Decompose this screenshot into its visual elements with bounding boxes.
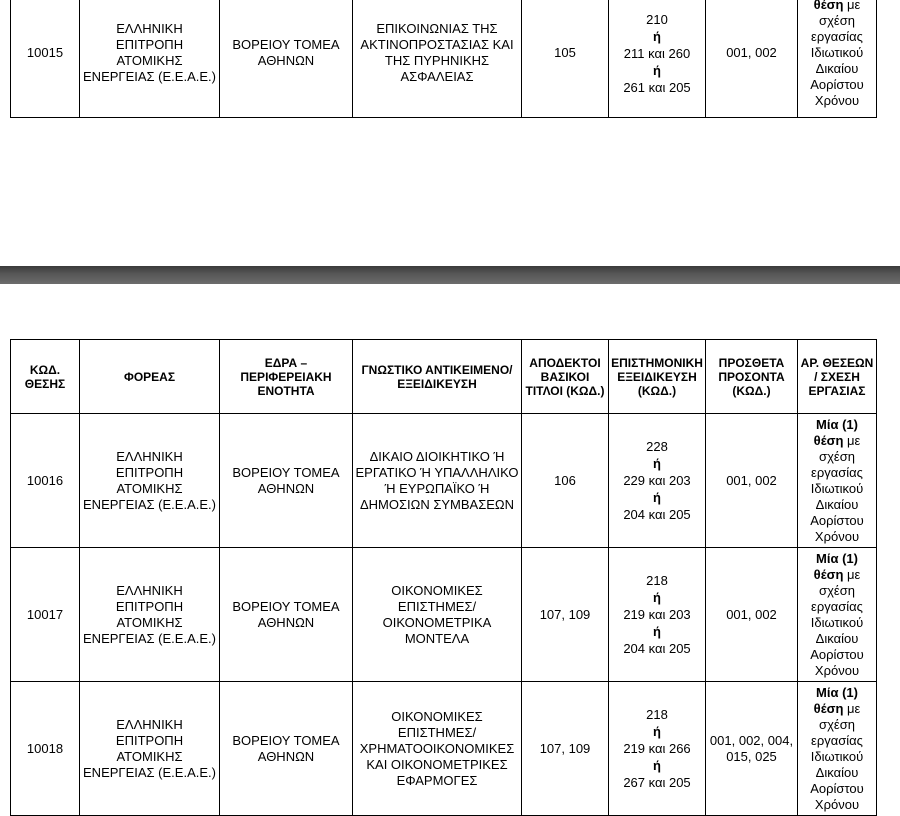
positions-table [10,339,877,816]
header-seat: ΕΔΡΑ – ΠΕΡΙΦΕΡΕΙΑΚΗ ΕΝΟΤΗΤΑ [220,340,353,414]
extra-qualifications-cell: 001, 002 [706,548,798,682]
document-page-current [0,284,900,812]
table-row [11,682,877,816]
agency-cell: ΕΛΛΗΝΙΚΗ ΕΠΙΤΡΟΠΗ ΑΤΟΜΙΚΗΣ ΕΝΕΡΓΕΙΑΣ (Ε.Ε.Α.Ε.) [80,682,220,816]
positions-cell: Μία (1) θέση με σχέση εργασίας Ιδιωτικού Δικαίου Αορίστου Χρόνου [798,682,877,816]
seat-cell: ΒΟΡΕΙΟΥ ΤΟΜΕΑ ΑΘΗΝΩΝ [220,548,353,682]
subject-cell: ΟΙΚΟΝΟΜΙΚΕΣ ΕΠΙΣΤΗΜΕΣ/ ΧΡΗΜΑΤΟΟΙΚΟΝΟΜΙΚΕΣ ΚΑΙ ΟΙΚΟΝΟΜΕΤΡΙΚΕΣ ΕΦΑΡΜΟΓΕΣ [353,682,522,816]
seat-cell: ΒΟΡΕΙΟΥ ΤΟΜΕΑ ΑΘΗΝΩΝ [220,682,353,816]
seat-cell: ΒΟΡΕΙΟΥ ΤΟΜΕΑ ΑΘΗΝΩΝ [220,414,353,548]
extra-qualifications-cell: 001, 002, 004, 015, 025 [706,682,798,816]
header-code: ΚΩΔ. ΘΕΣΗΣ [11,340,80,414]
specialization-cell: 218 ή 219 και 203 ή 204 και 205 [609,548,706,682]
titles-cell: 105 [522,0,609,118]
table-row [11,0,877,118]
subject-cell: ΔΙΚΑΙΟ ΔΙΟΙΚΗΤΙΚΟ Ή ΕΡΓΑΤΙΚΟ Ή ΥΠΑΛΛΗΛΙΚΟ Ή ΕΥΡΩΠΑΪΚΟ Ή ΔΗΜΟΣΙΩΝ ΣΥΜΒΑΣΕΩΝ [353,414,522,548]
table-row [11,414,877,548]
document-page-previous [0,0,900,266]
page-gap [0,266,900,284]
header-positions: ΑΡ. ΘΕΣΕΩΝ / ΣΧΕΣΗ ΕΡΓΑΣΙΑΣ [798,340,877,414]
subject-cell: ΕΠΙΚΟΙΝΩΝΙΑΣ ΤΗΣ ΑΚΤΙΝΟΠΡΟΣΤΑΣΙΑΣ ΚΑΙ ΤΗΣ ΠΥΡΗΝΙΚΗΣ ΑΣΦΑΛΕΙΑΣ [353,0,522,118]
titles-cell: 107, 109 [522,548,609,682]
seat-cell: ΒΟΡΕΙΟΥ ΤΟΜΕΑ ΑΘΗΝΩΝ [220,0,353,118]
position-code: 10016 [11,414,80,548]
agency-cell: ΕΛΛΗΝΙΚΗ ΕΠΙΤΡΟΠΗ ΑΤΟΜΙΚΗΣ ΕΝΕΡΓΕΙΑΣ (Ε.Ε.Α.Ε.) [80,0,220,118]
specialization-cell: 228 ή 229 και 203 ή 204 και 205 [609,414,706,548]
positions-cell: Μία (1) θέση με σχέση εργασίας Ιδιωτικού Δικαίου Αορίστου Χρόνου [798,548,877,682]
header-extra: ΠΡΟΣΘΕΤΑ ΠΡΟΣΟΝΤΑ (ΚΩΔ.) [706,340,798,414]
table-header-row [11,340,877,414]
titles-cell: 107, 109 [522,682,609,816]
header-agency: ΦΟΡΕΑΣ [80,340,220,414]
table-row [11,548,877,682]
titles-cell: 106 [522,414,609,548]
position-code: 10015 [11,0,80,118]
specialization-cell: 210 ή 211 και 260 ή 261 και 205 [609,0,706,118]
header-titles: ΑΠΟΔΕΚΤΟΙ ΒΑΣΙΚΟΙ ΤΙΤΛΟΙ (ΚΩΔ.) [522,340,609,414]
subject-cell: ΟΙΚΟΝΟΜΙΚΕΣ ΕΠΙΣΤΗΜΕΣ/ ΟΙΚΟΝΟΜΕΤΡΙΚΑ ΜΟΝΤΕΛΑ [353,548,522,682]
extra-qualifications-cell: 001, 002 [706,414,798,548]
positions-cell: Μία (1) θέση με σχέση εργασίας Ιδιωτικού Δικαίου Αορίστου Χρόνου [798,414,877,548]
positions-cell: θέση με σχέση εργασίας Ιδιωτικού Δικαίου Αορίστου Χρόνου [798,0,877,118]
agency-cell: ΕΛΛΗΝΙΚΗ ΕΠΙΤΡΟΠΗ ΑΤΟΜΙΚΗΣ ΕΝΕΡΓΕΙΑΣ (Ε.Ε.Α.Ε.) [80,414,220,548]
extra-qualifications-cell: 001, 002 [706,0,798,118]
position-code: 10018 [11,682,80,816]
header-specialization: ΕΠΙΣΤΗΜΟΝΙΚΗ ΕΞΕΙΔΙΚΕΥΣΗ (ΚΩΔ.) [609,340,706,414]
agency-cell: ΕΛΛΗΝΙΚΗ ΕΠΙΤΡΟΠΗ ΑΤΟΜΙΚΗΣ ΕΝΕΡΓΕΙΑΣ (Ε.Ε.Α.Ε.) [80,548,220,682]
position-code: 10017 [11,548,80,682]
header-subject: ΓΝΩΣΤΙΚΟ ΑΝΤΙΚΕΙΜΕΝΟ/ ΕΞΕΙΔΙΚΕΥΣΗ [353,340,522,414]
specialization-cell: 218 ή 219 και 266 ή 267 και 205 [609,682,706,816]
positions-table-continued [10,0,877,118]
